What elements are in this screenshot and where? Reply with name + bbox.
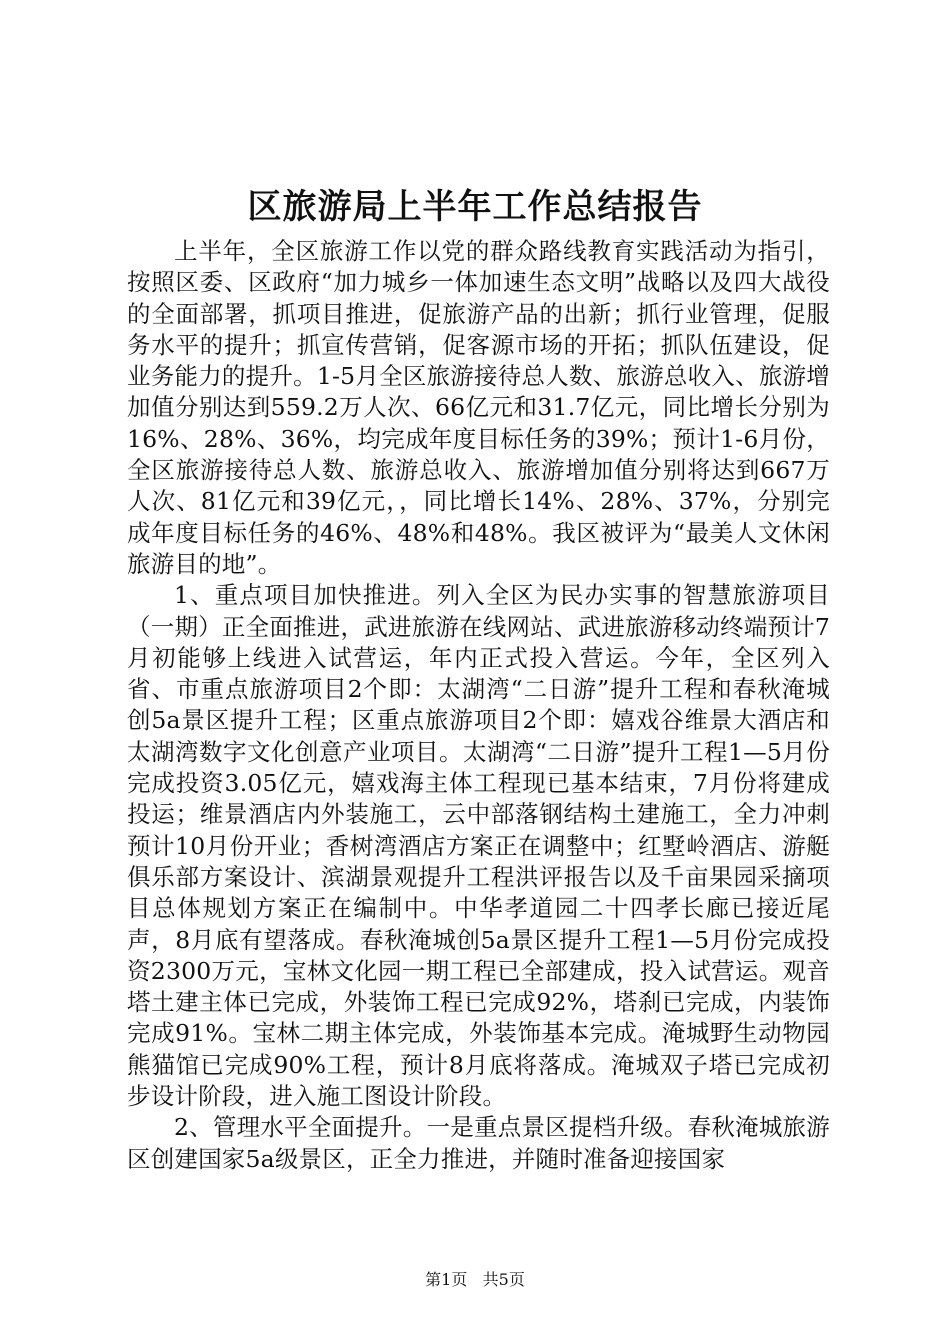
page-number: 第1页 [425,1270,468,1289]
page-footer [0,1269,950,1291]
document-body [127,236,830,1175]
paragraph-management: 2、管理水平全面提升。一是重点景区提档升级。春秋淹城旅游区创建国家5a级景区，正全力推进，并随时准备迎接国家 [127,1113,830,1173]
paragraph-key-projects: 1、重点项目加快推进。列入全区为民办实事的智慧旅游项目（一期）正全面推进，武进旅游在线网站、武进旅游移动终端预计7月初能够上线进入试营运，年内正式投入营运。今年，全区列入省、市重点旅游项目2个即：太湖湾“二日游”提升工程和春秋淹城创5a景区提升工程；区重点旅游项目2个即：嬉戏谷维景大酒店和太湖湾数字文化创意产业项目。太湖湾“二日游”提升工程1—5月份完成投资3.05亿元，嬉戏海主体工程现已基本结束，7月份将建成投运；维景酒店内外装施工，云中部落钢结构土建施工，全力冲刺预计10月份开业；香树湾酒店方案正在调整中；红墅岭酒店、游艇俱乐部方案设计、滨湖景观提升工程洪评报告以及千亩果园采摘项目总体规划方案正在编制中。中华孝道园二十四孝长廊已接近尾声，8月底有望落成。春秋淹城创5a景区提升工程1—5月份完成投资2300万元，宝林文化园一期工程已全部建成，投入试营运。观音塔土建主体已完成，外装饰工程已完成92%，塔刹已完成，内装饰完成91%。宝林二期主体完成，外装饰基本完成。淹城野生动物园熊猫馆已完成90%工程，预计8月底将落成。淹城双子塔已完成初步设计阶段，进入施工图设计阶段。 [127,581,830,1111]
page-separator [472,1270,477,1289]
document-title: 区旅游局上半年工作总结报告 [247,187,703,227]
page-total: 共5页 [482,1270,525,1289]
paragraph-intro: 上半年，全区旅游工作以党的群众路线教育实践活动为指引，按照区委、区政府“加力城乡一体加速生态文明”战略以及四大战役的全面部署，抓项目推进，促旅游产品的出新；抓行业管理，促服务水平的提升；抓宣传营销，促客源市场的开拓；抓队伍建设，促业务能力的提升。1-5月全区旅游接待总人数、旅游总收入、旅游增加值分别达到559.2万人次、66亿元和31.7亿元，同比增长分别为16%、28%、36%，均完成年度目标任务的39%；预计1-6月份，全区旅游接待总人数、旅游总收入、旅游增加值分别将达到667万人次、81亿元和39亿元，，同比增长14%、28%、37%，分别完成年度目标任务的46%、48%和48%。我区被评为“最美人文休闲旅游目的地”。 [127,237,830,578]
